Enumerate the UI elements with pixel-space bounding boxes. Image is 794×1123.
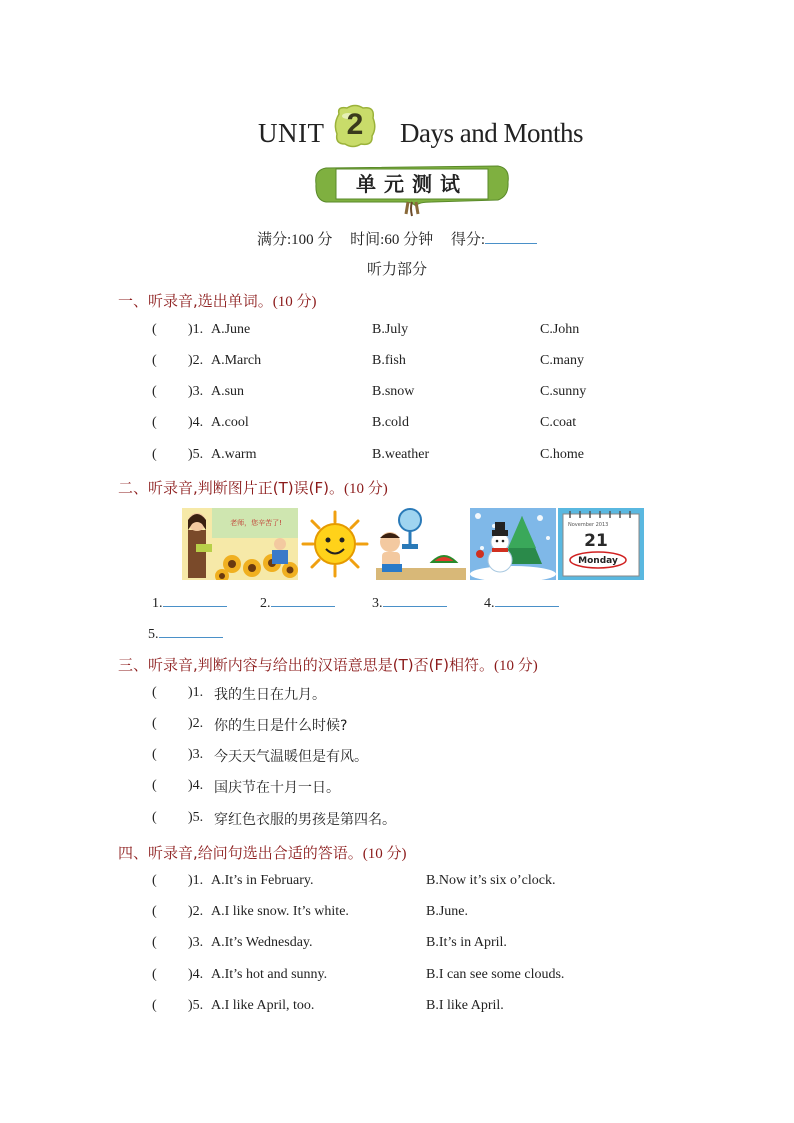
- answer-paren[interactable]: (: [152, 810, 157, 825]
- statement-text: 穿红色衣服的男孩是第四名。: [214, 812, 396, 828]
- unit-title: Days and Months: [400, 118, 583, 148]
- score-field: 得分:: [451, 232, 537, 248]
- question-number: )2.: [188, 353, 204, 368]
- answer-paren[interactable]: (: [152, 904, 157, 919]
- option-b: B.It’s in April.: [426, 935, 507, 950]
- unit-number: 2: [346, 108, 364, 141]
- snowman-winter-picture: [470, 508, 556, 580]
- statement-text: 今天天气温暖但是有风。: [214, 749, 368, 765]
- answer-blank-1: 1.: [152, 592, 227, 612]
- question-number: )5.: [188, 447, 204, 462]
- exam-meta: [0, 228, 794, 249]
- answer-paren[interactable]: (: [152, 353, 157, 368]
- calendar-picture: [558, 508, 644, 580]
- question-number: )4.: [188, 415, 204, 430]
- question-number: )4.: [188, 778, 204, 793]
- banner-text: 单元测试: [356, 172, 468, 196]
- option-a: A.warm: [211, 447, 257, 462]
- question-row: [152, 322, 652, 342]
- question-row: [152, 415, 652, 435]
- answer-paren[interactable]: (: [152, 415, 157, 430]
- question-row: [152, 998, 652, 1018]
- option-b: B.I can see some clouds.: [426, 967, 565, 982]
- answer-paren[interactable]: (: [152, 935, 157, 950]
- score-blank[interactable]: [485, 229, 537, 244]
- option-a: A.cool: [211, 415, 249, 430]
- blank-line[interactable]: [495, 592, 559, 607]
- option-c: C.coat: [540, 415, 577, 430]
- option-c: C.many: [540, 353, 584, 368]
- blank-line[interactable]: [163, 592, 227, 607]
- question-row: [152, 384, 652, 404]
- statement-text: 我的生日在九月。: [214, 687, 326, 703]
- question-row: [152, 353, 652, 373]
- option-b: B.July: [372, 322, 409, 337]
- time-limit: 时间:60 分钟: [350, 232, 434, 248]
- full-score: 满分:100 分: [256, 232, 333, 248]
- option-b: B.snow: [372, 384, 415, 399]
- option-a: A.It’s hot and sunny.: [211, 967, 328, 982]
- section-1-title: 一、听录音,选出单词。(10 分): [118, 292, 317, 310]
- option-b: B.cold: [372, 415, 409, 430]
- blank-line[interactable]: [159, 623, 223, 638]
- teacher-sunflower-picture: [182, 508, 298, 580]
- option-a: A.It’s in February.: [211, 873, 314, 888]
- calendar-weekday: Monday: [578, 556, 618, 566]
- question-number: )5.: [188, 998, 204, 1013]
- question-number: )2.: [188, 716, 204, 731]
- statement-text: 你的生日是什么时候?: [214, 718, 348, 734]
- question-row: [152, 967, 652, 987]
- answer-paren[interactable]: (: [152, 998, 157, 1013]
- answer-blank-2: 2.: [260, 592, 335, 612]
- answer-paren[interactable]: (: [152, 685, 157, 700]
- question-row: [152, 935, 652, 955]
- question-number: )3.: [188, 384, 204, 399]
- answer-blank-5: 5.: [148, 623, 223, 643]
- question-number: )5.: [188, 810, 204, 825]
- question-number: )3.: [188, 747, 204, 762]
- unit-number-badge: [333, 104, 377, 148]
- test-banner: [312, 162, 512, 218]
- blank-line[interactable]: [271, 592, 335, 607]
- answer-paren[interactable]: (: [152, 384, 157, 399]
- statement-row: [152, 747, 652, 767]
- hot-boy-fan-picture: [372, 508, 468, 580]
- teacher-banner-text: 老师，您辛苦了!: [230, 519, 282, 527]
- option-a: A.I like April, too.: [211, 998, 315, 1013]
- question-row: [152, 873, 652, 893]
- answer-blank-4: 4.: [484, 592, 559, 612]
- section-2-title: 二、听录音,判断图片正(T)误(F)。(10 分): [118, 479, 388, 497]
- statement-row: [152, 685, 652, 705]
- answer-paren[interactable]: (: [152, 322, 157, 337]
- question-row: [152, 904, 652, 924]
- answer-paren[interactable]: (: [152, 778, 157, 793]
- question-number: )3.: [188, 935, 204, 950]
- statement-row: [152, 716, 652, 736]
- option-c: C.John: [540, 322, 580, 337]
- option-b: B.June.: [426, 904, 468, 919]
- part-heading: 听力部分: [366, 262, 427, 278]
- calendar-day: 21: [584, 531, 608, 551]
- option-c: C.sunny: [540, 384, 587, 399]
- question-number: )1.: [188, 873, 204, 888]
- section-4-title: 四、听录音,给问句选出合适的答语。(10 分): [118, 844, 407, 862]
- answer-paren[interactable]: (: [152, 747, 157, 762]
- statement-text: 国庆节在十月一日。: [214, 780, 340, 796]
- answer-blank-3: 3.: [372, 592, 447, 612]
- option-a: A.I like snow. It’s white.: [211, 904, 349, 919]
- question-row: [152, 447, 652, 467]
- unit-label: UNIT: [258, 118, 325, 148]
- option-a: A.June: [211, 322, 251, 337]
- option-b: B.fish: [372, 353, 406, 368]
- calendar-month: November 2013: [568, 522, 609, 528]
- question-number: )2.: [188, 904, 204, 919]
- option-c: C.home: [540, 447, 584, 462]
- option-a: A.March: [211, 353, 262, 368]
- option-a: A.sun: [211, 384, 245, 399]
- answer-paren[interactable]: (: [152, 716, 157, 731]
- option-b: B.Now it’s six o’clock.: [426, 873, 556, 888]
- question-number: )1.: [188, 685, 204, 700]
- statement-row: [152, 810, 652, 830]
- option-a: A.It’s Wednesday.: [211, 935, 313, 950]
- sun-picture: [300, 508, 370, 580]
- statement-row: [152, 778, 652, 798]
- answer-paren[interactable]: (: [152, 447, 157, 462]
- blank-line[interactable]: [383, 592, 447, 607]
- option-b: B.weather: [372, 447, 430, 462]
- question-number: )4.: [188, 967, 204, 982]
- option-b: B.I like April.: [426, 998, 504, 1013]
- answer-paren[interactable]: (: [152, 967, 157, 982]
- section-3-title: 三、听录音,判断内容与给出的汉语意思是(T)否(F)相符。(10 分): [118, 656, 538, 674]
- answer-paren[interactable]: (: [152, 873, 157, 888]
- question-number: )1.: [188, 322, 204, 337]
